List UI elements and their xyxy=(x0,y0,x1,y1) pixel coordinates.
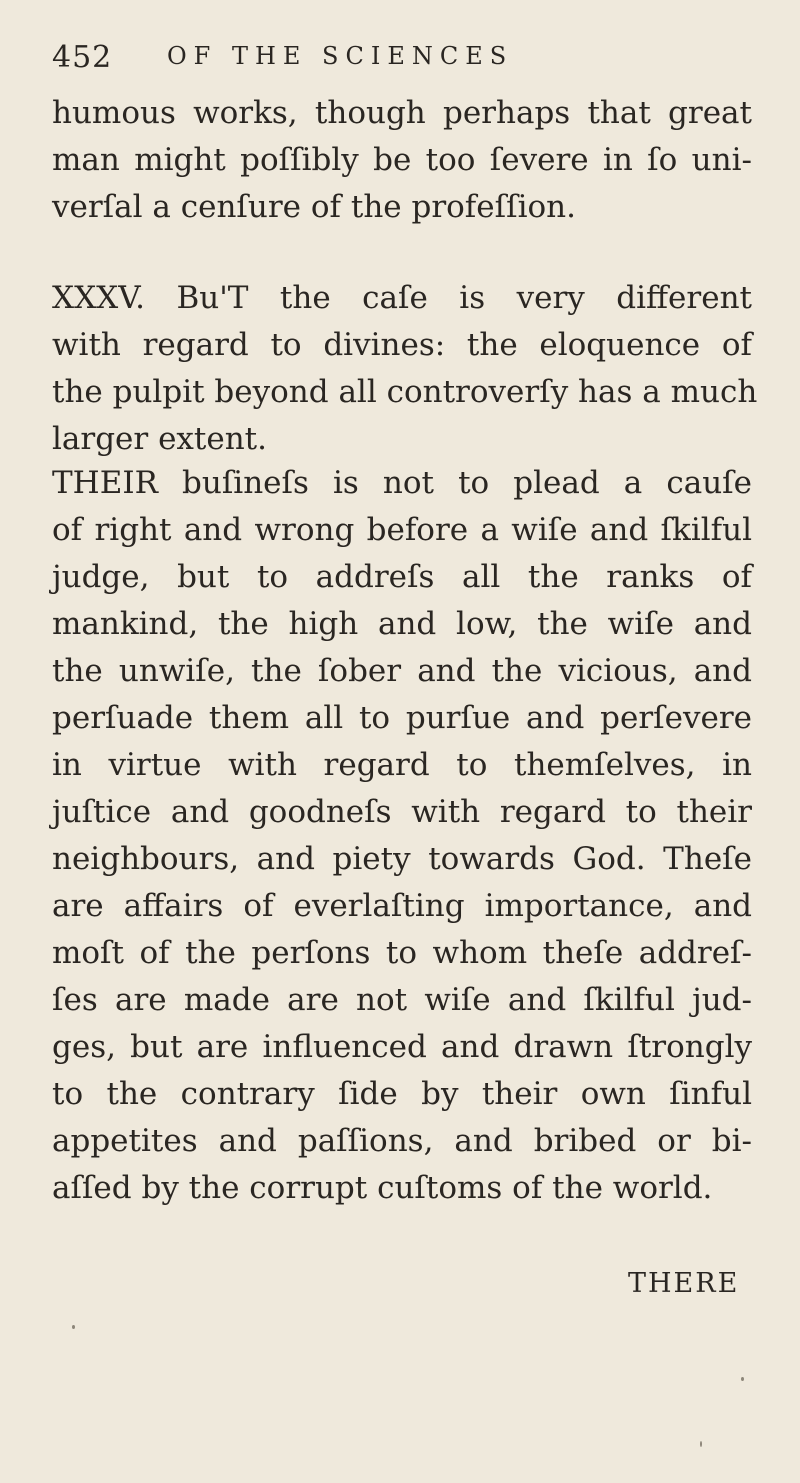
running-head: OF THE SCIENCES xyxy=(167,42,514,70)
text-line: ges, but are influenced and drawn ſtrongly xyxy=(52,1029,752,1065)
text-line: moſt of the perſons to whom theſe addreſ- xyxy=(52,935,752,971)
text-line: aſſed by the corrupt cuſtoms of the world. xyxy=(52,1170,713,1206)
text-line: the pulpit beyond all controverſy has a much xyxy=(52,374,758,410)
paragraph-section-xxxv xyxy=(52,275,758,463)
text-line: in virtue with regard to themſelves, in xyxy=(52,747,752,783)
text-line: are affairs of everlaſting importance, and xyxy=(52,888,752,924)
text-line: of right and wrong before a wiſe and ſkilful xyxy=(52,512,752,548)
text-line: man might poſſibly be too ſevere in ſo uni- xyxy=(52,142,752,178)
catchword: THERE xyxy=(628,1268,740,1299)
text-line: XXXV. Bu'T the caſe is very different xyxy=(52,280,752,316)
paper-speck xyxy=(741,1377,744,1381)
text-line: to the contrary ſide by their own ſinful xyxy=(52,1076,752,1112)
paragraph-their-business xyxy=(52,460,752,1212)
paragraph-continuation xyxy=(52,90,752,231)
paper-speck xyxy=(72,1325,75,1329)
text-line: with regard to divines: the eloquence of xyxy=(52,327,752,363)
text-line: perſuade them all to purſue and perſevere xyxy=(52,700,752,736)
page-header xyxy=(52,38,772,78)
page-number: 452 xyxy=(52,40,113,75)
text-line: neighbours, and piety towards God. Theſe xyxy=(52,841,752,877)
text-line: judge, but to addreſs all the ranks of xyxy=(52,559,752,595)
text-line: larger extent. xyxy=(52,421,267,457)
text-line: ſes are made are not wiſe and ſkilful jud- xyxy=(52,982,752,1018)
paper-speck xyxy=(700,1441,702,1447)
text-line: THEIR buſineſs is not to plead a cauſe xyxy=(52,465,752,501)
text-line: the unwiſe, the ſober and the vicious, and xyxy=(52,653,752,689)
text-line: appetites and paſſions, and bribed or bi- xyxy=(52,1123,752,1159)
text-line: juſtice and goodneſs with regard to their xyxy=(52,794,752,830)
text-line: verſal a cenſure of the profeſſion. xyxy=(52,189,576,225)
text-line: mankind, the high and low, the wiſe and xyxy=(52,606,752,642)
text-line: humous works, though perhaps that great xyxy=(52,95,752,131)
